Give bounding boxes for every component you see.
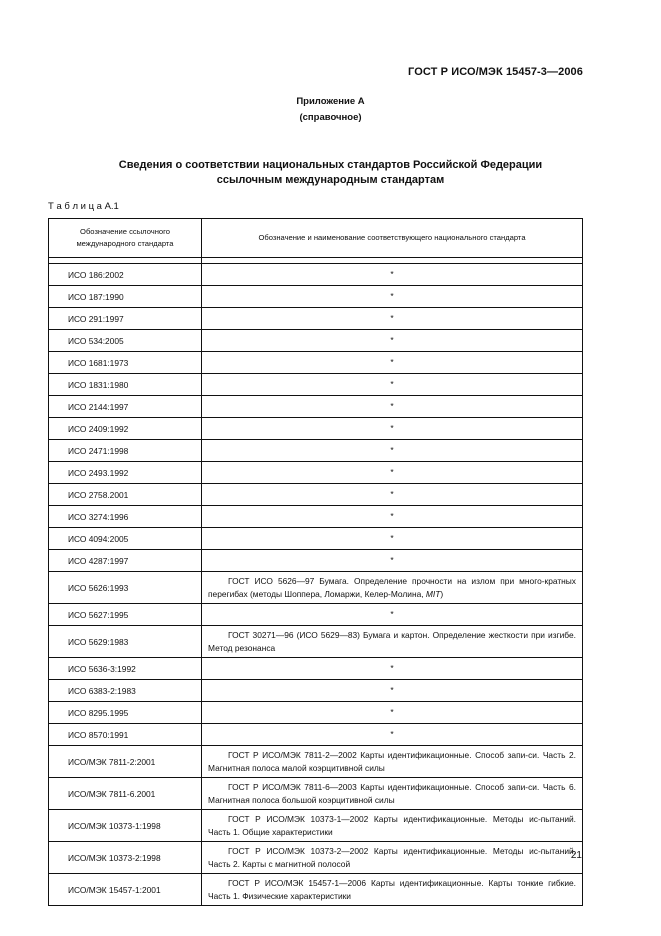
table-row [49,440,583,462]
national-standard-cell: * [202,550,583,572]
table-row [49,308,583,330]
table-row [49,330,583,352]
national-standard-cell: * [202,308,583,330]
table-row [49,352,583,374]
table-row [49,484,583,506]
reference-standard-cell: ИСО/МЭК 10373-1:1998 [49,810,202,842]
national-standard-cell: * [202,724,583,746]
national-standard-cell: * [202,374,583,396]
section-title-line-2: ссылочным международным стандартам [216,174,445,186]
page-number: 21 [570,850,582,861]
national-standard-cell: * [202,440,583,462]
appendix-title: Приложение А [296,96,365,107]
table-row [49,462,583,484]
national-standard-cell: ГОСТ Р ИСО/МЭК 7811-2—2002 Карты идентификационные. Способ запи-си. Часть 2. Магнитная полоса малой коэрцитивной силы [202,746,583,778]
reference-standard-cell: ИСО 2409:1992 [49,418,202,440]
table-row [49,874,583,906]
reference-standard-cell: ИСО 2471:1998 [49,440,202,462]
table-row [49,418,583,440]
reference-standard-cell: ИСО 4094:2005 [49,528,202,550]
section-title-line-1: Сведения о соответствии национальных стандартов Российской Федерации [118,159,543,171]
reference-standard-cell: ИСО 291:1997 [49,308,202,330]
column-header-reference-line-2: международного стандарта [76,239,174,248]
column-header-reference-line-1: Обозначение ссылочного [80,227,170,236]
table-row [49,810,583,842]
column-header-national-standard: Обозначение и наименование соответствующего национального стандарта [202,219,583,258]
national-standard-cell: ГОСТ Р ИСО/МЭК 10373-2—2002 Карты идентификационные. Методы ис-пытаний. Часть 2. Карты с магнитной полосой [202,842,583,874]
reference-standard-cell: ИСО/МЭК 10373-2:1998 [49,842,202,874]
table-row [49,374,583,396]
table-row [49,778,583,810]
table-row [49,396,583,418]
reference-standard-cell: ИСО 1681:1973 [49,352,202,374]
column-header-reference-standard [49,219,202,258]
national-standard-cell: * [202,604,583,626]
national-standard-cell: * [202,506,583,528]
national-standard-cell: * [202,396,583,418]
table-row [49,528,583,550]
table-header-row [49,219,583,258]
reference-standard-cell: ИСО 5629:1983 [49,626,202,658]
reference-standard-cell: ИСО 5627:1995 [49,604,202,626]
reference-standard-cell: ИСО 187:1990 [49,286,202,308]
reference-standard-cell: ИСО 2493.1992 [49,462,202,484]
reference-standard-cell: ИСО 1831:1980 [49,374,202,396]
national-standard-cell: * [202,702,583,724]
reference-standard-cell: ИСО 8295.1995 [49,702,202,724]
table-row [49,506,583,528]
reference-standard-cell: ИСО 2144:1997 [49,396,202,418]
national-standard-cell: ГОСТ Р ИСО/МЭК 7811-6—2003 Карты идентификационные. Способ запи-си. Часть 6. Магнитная полоса большой коэрцитивной силы [202,778,583,810]
reference-standard-cell: ИСО 3274:1996 [49,506,202,528]
table-row [49,286,583,308]
national-standard-cell: * [202,528,583,550]
appendix-heading [0,94,661,126]
table-row [49,658,583,680]
table-row [49,264,583,286]
reference-standard-cell: ИСО 186:2002 [49,264,202,286]
table-row [49,572,583,604]
reference-standard-cell: ИСО 534:2005 [49,330,202,352]
national-standard-cell: ГОСТ Р ИСО/МЭК 15457-1—2006 Карты идентификационные. Карты тонкие гибкие. Часть 1. Физические характеристики [202,874,583,906]
national-standard-cell: * [202,680,583,702]
table-row [49,680,583,702]
reference-standard-cell: ИСО 2758.2001 [49,484,202,506]
reference-standard-cell: ИСО/МЭК 7811-2:2001 [49,746,202,778]
reference-standard-cell: ИСО/МЭК 15457-1:2001 [49,874,202,906]
national-standard-cell: ГОСТ Р ИСО/МЭК 10373-1—2002 Карты идентификационные. Методы ис-пытаний. Часть 1. Общие характеристики [202,810,583,842]
national-standard-cell: * [202,330,583,352]
method-abbreviation: MIT [425,588,441,599]
national-standard-cell: * [202,484,583,506]
table-row [49,702,583,724]
national-standard-cell: * [202,264,583,286]
table-row [49,550,583,572]
table-caption: Т а б л и ц а А.1 [48,201,119,212]
national-standard-cell: ГОСТ 30271—96 (ИСО 5629—83) Бумага и картон. Определение жесткости при изгибе. Метод резонанса [202,626,583,658]
national-standard-cell: * [202,286,583,308]
reference-standard-cell: ИСО 5626:1993 [49,572,202,604]
table-row [49,724,583,746]
document-code: ГОСТ Р ИСО/МЭК 15457-3—2006 [408,66,583,78]
national-standard-cell: * [202,462,583,484]
standards-correspondence-table [48,218,583,906]
reference-standard-cell: ИСО 5636-3:1992 [49,658,202,680]
appendix-subtitle: (справочное) [299,112,362,123]
table-row [49,626,583,658]
table-row [49,842,583,874]
section-title [0,158,661,188]
national-standard-cell: * [202,418,583,440]
table-row [49,604,583,626]
reference-standard-cell: ИСО 8570:1991 [49,724,202,746]
reference-standard-cell: ИСО/МЭК 7811-6.2001 [49,778,202,810]
table-row [49,746,583,778]
national-standard-cell: * [202,352,583,374]
reference-standard-cell: ИСО 6383-2:1983 [49,680,202,702]
national-standard-cell: * [202,658,583,680]
table-body [49,264,583,906]
national-standard-cell: ГОСТ ИСО 5626—97 Бумага. Определение прочности на излом при много-кратных перегибах (методы Шоппера, Ломаржи, Келер-Молина, MIT) [202,572,583,604]
reference-standard-cell: ИСО 4287:1997 [49,550,202,572]
